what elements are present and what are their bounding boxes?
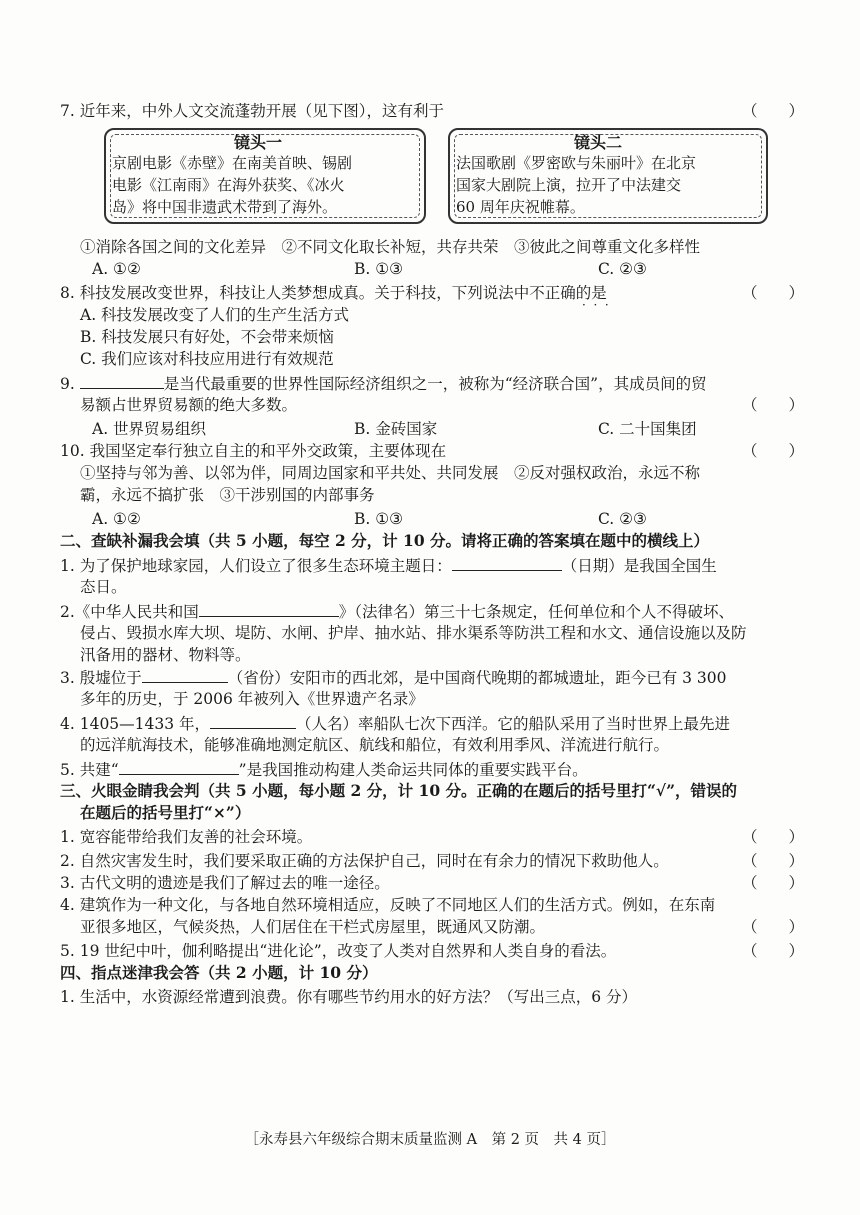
q10-option-c: C. ②③	[598, 510, 647, 528]
q10-stem: 10. 我国坚定奉行独立自主的和平外交政策，主要体现在	[60, 442, 447, 460]
s2-q3-line2: 多年的历史，于 2006 年被列入《世界遗产名录》	[80, 690, 424, 708]
q9-option-b: B. 金砖国家	[354, 420, 438, 438]
section2-title: 二、查缺补漏我会填（共 5 小题，每空 2 分，计 10 分。请将正确的答案填在题中的横线上）	[60, 531, 710, 550]
q9-option-c: C. 二十国集团	[598, 420, 697, 438]
s2-q4	[60, 712, 730, 735]
s2-q4-blank	[210, 712, 296, 729]
s3-q4: 4. 建筑作为一种文化，与各地自然环境相适应，反映了不同地区人们的生活方式。例如，在东南	[60, 896, 716, 914]
q7-option-c: C. ②③	[598, 260, 647, 278]
q7-option-b: B. ①③	[354, 260, 404, 278]
s2-q4-text: （人名）率船队七次下西洋。它的船队采用了当时世界上最先进	[296, 715, 731, 733]
s3-q4-paren: （ ）	[742, 918, 805, 936]
s3-q5: 5. 19 世纪中叶，伽利略提出“进化论”，改变了人类对自然界和人类自身的看法。	[60, 942, 617, 960]
q7-box1-line: 京剧电影《赤壁》在南美首映、锡剧	[112, 154, 353, 172]
s2-q1-line2: 态日。	[80, 578, 127, 596]
q7-box1-line: 岛》将中国非遗武术带到了海外。	[112, 198, 338, 216]
s2-q2	[60, 600, 734, 623]
s2-q5-blank	[119, 758, 239, 775]
q9-stem-text: 是当代最重要的世界性国际经济组织之一，被称为“经济联合国”，其成员间的贸	[163, 375, 707, 393]
q7-box2-line: 60 周年庆祝帷幕。	[456, 198, 585, 216]
s3-q2: 2. 自然灾害发生时，我们要采取正确的方法保护自己，同时在有余力的情况下救助他人。	[60, 852, 669, 870]
s2-q4-text: 4. 1405—1433 年，	[60, 715, 211, 733]
q10-statements-line1: ①坚持与邻为善、以邻为伴，同周边国家和平共处、共同发展 ②反对强权政治，永远不称	[80, 464, 701, 482]
q7-box1-title: 镜头一	[234, 133, 283, 152]
s2-q2-blank	[199, 600, 339, 617]
q7-stem: 7. 近年来，中外人文交流蓬勃开展（见下图），这有利于	[60, 102, 444, 120]
s3-q2-paren: （ ）	[742, 852, 805, 870]
q7-box2-line: 国家大剧院上演，拉开了中法建交	[456, 176, 682, 194]
q9-answer-paren: （ ）	[742, 396, 805, 414]
s2-q2-text: 2.《中华人民共和国	[60, 603, 199, 621]
s4-q1: 1. 生活中，水资源经常遭到浪费。你有哪些节约用水的好方法？（写出三点，6 分）	[60, 988, 638, 1006]
s2-q3-blank	[142, 666, 228, 683]
q10-option-b: B. ①③	[354, 510, 404, 528]
q9-number: 9.	[60, 375, 75, 393]
s2-q3-text: （省份）安阳市的西北郊，是中国商代晚期的都城遗址，距今已有 3 300	[227, 669, 727, 687]
s3-q4-line2: 亚很多地区，气候炎热，人们居住在干栏式房屋里，既通风又防潮。	[80, 918, 546, 936]
q10-statements-line2: 霸，永远不搞扩张 ③干涉别国的内部事务	[80, 486, 375, 504]
s2-q3-text: 3. 殷墟位于	[60, 669, 142, 687]
q7-statements: ①消除各国之间的文化差异 ②不同文化取长补短，共存共荣 ③彼此之间尊重文化多样性	[80, 238, 701, 256]
s2-q5-text: ”是我国推动构建人类命运共同体的重要实践平台。	[238, 761, 588, 779]
section3-title: 三、火眼金睛我会判（共 5 小题，每小题 2 分，计 10 分。正确的在题后的括号里打“√”，错误的	[60, 781, 738, 800]
q8-option-b: B. 科技发展只有好处，不会带来烦恼	[80, 328, 334, 346]
s2-q1-blank	[452, 554, 562, 571]
s2-q5	[60, 758, 588, 781]
s2-q1-text: 1. 为了保护地球家园，人们设立了很多生态环境主题日：	[60, 557, 452, 575]
q7-answer-paren: （ ）	[742, 102, 805, 120]
s2-q3	[60, 666, 727, 689]
q9-blank	[80, 372, 164, 389]
q7-box1-line: 电影《江南雨》在海外获奖、《冰火	[112, 176, 345, 194]
q9-stem-line2: 易额占世界贸易额的绝大多数。	[80, 396, 298, 414]
q7-box2-title: 镜头二	[574, 133, 623, 152]
q10-option-a: A. ①②	[92, 510, 141, 528]
s2-q2-line2: 侵占、毁损水库大坝、堤防、水闸、护岸、抽水站、排水渠系等防洪工程和水文、通信设施以及防	[80, 624, 747, 642]
q10-answer-paren: （ ）	[742, 442, 805, 460]
q8-answer-paren: （ ）	[742, 284, 805, 302]
q9-stem	[60, 372, 707, 395]
s2-q1-text: （日期）是我国全国生	[561, 557, 717, 575]
q8-option-a: A. 科技发展改变了人们的生产生活方式	[80, 306, 350, 324]
q9-option-a: A. 世界贸易组织	[92, 420, 207, 438]
s2-q2-line3: 汛备用的器材、物料等。	[80, 646, 251, 664]
q7-option-a: A. ①②	[92, 260, 141, 278]
s3-q1: 1. 宽容能带给我们友善的社会环境。	[60, 828, 313, 846]
emphasis-dots: · · ·	[582, 298, 609, 312]
section4-title: 四、指点迷津我会答（共 2 小题，计 10 分）	[60, 963, 378, 982]
s2-q4-line2: 的远洋航海技术，能够准确地测定航区、航线和船位，有效利用季风、洋流进行航行。	[80, 736, 670, 754]
q8-stem: 8. 科技发展改变世界，科技让人类梦想成真。关于科技，下列说法中不正确的是	[60, 284, 607, 302]
s3-q1-paren: （ ）	[742, 828, 805, 846]
section3-title-line2: 在题后的括号里打“×”）	[80, 803, 251, 822]
s3-q3-paren: （ ）	[742, 874, 805, 892]
s2-q2-text: 》（法律名）第三十七条规定，任何单位和个人不得破坏、	[338, 603, 735, 621]
s3-q3: 3. 古代文明的遗迹是我们了解过去的唯一途径。	[60, 874, 390, 892]
q7-box2-line: 法国歌剧《罗密欧与朱丽叶》在北京	[456, 154, 697, 172]
s2-q5-text: 5. 共建“	[60, 761, 119, 779]
s3-q5-paren: （ ）	[742, 942, 805, 960]
s2-q1	[60, 554, 717, 577]
q8-option-c: C. 我们应该对科技应用进行有效规范	[80, 350, 334, 368]
page-footer: ［永寿县六年级综合期末质量监测 A 第 2 页 共 4 页］	[244, 1132, 616, 1148]
